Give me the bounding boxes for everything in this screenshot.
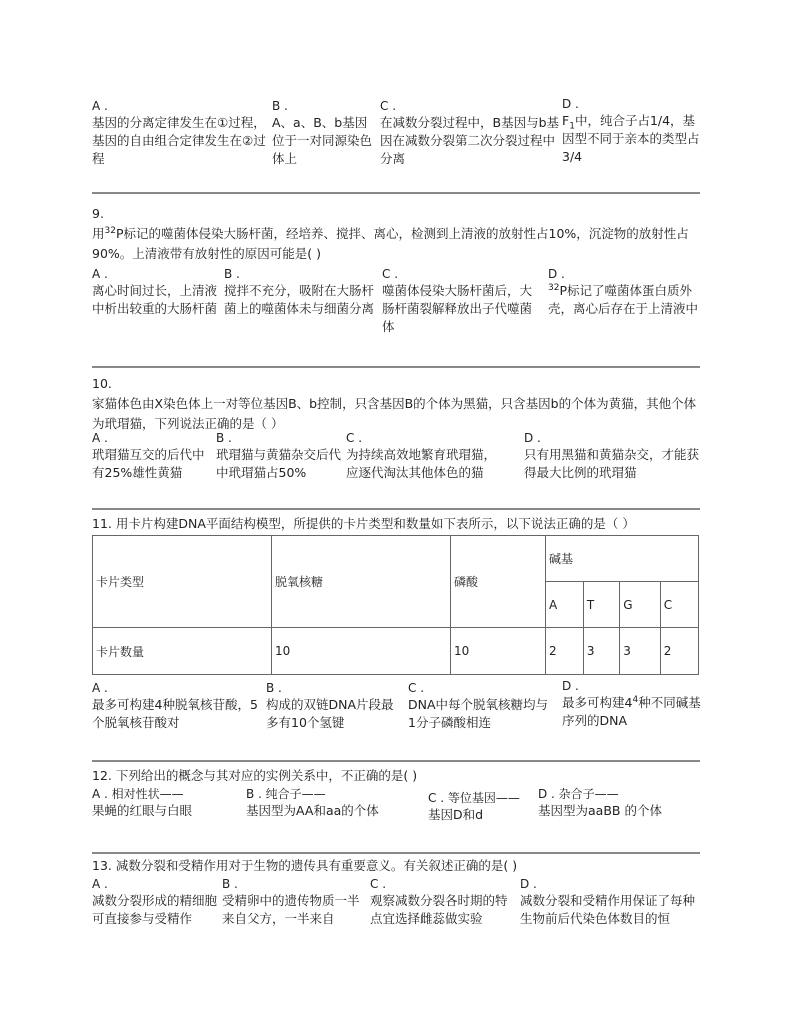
- divider: [92, 760, 700, 762]
- option-text: 为持续高效地繁育玳瑁猫，应逐代淘汰其他体色的猫: [346, 447, 497, 480]
- option-label: B .: [222, 877, 238, 891]
- table-cell-g: 3: [620, 628, 661, 675]
- q9-option-d[interactable]: [548, 266, 704, 318]
- option-label: B .: [224, 267, 240, 281]
- option-text: 最多可构建4种脱氧核苷酸，5个脱氧核苷酸对: [92, 697, 258, 730]
- option-label: A . 相对性状——: [92, 787, 184, 801]
- question-12-stem: 12. 下列给出的概念与其对应的实例关系中，不正确的是( ): [92, 768, 418, 783]
- divider: [92, 192, 700, 194]
- table-base-t: T: [583, 582, 619, 628]
- q11-option-d[interactable]: [562, 678, 704, 730]
- q11-option-c[interactable]: [408, 680, 554, 732]
- q13-option-d[interactable]: [520, 876, 704, 934]
- table-header-phosphate: 磷酸: [451, 536, 546, 628]
- stem-text: P标记的噬菌体侵染大肠杆菌，经培养、搅拌、离心，检测到上清液的放射性占10%，沉淀物的放射性占90%。上清液带有放射性的原因可能是( ): [92, 226, 689, 261]
- option-label: B .: [216, 431, 232, 445]
- table-base-a: A: [546, 582, 584, 628]
- table-base-g: G: [620, 582, 661, 628]
- q11-option-b[interactable]: [266, 680, 402, 732]
- table-header-base: 碱基: [546, 536, 699, 582]
- option-label: D . 杂合子——: [538, 787, 619, 801]
- option-label: A .: [92, 681, 108, 695]
- q13-option-b[interactable]: [222, 876, 362, 934]
- option-text: 果蝇的红眼与白眼: [92, 803, 193, 818]
- question-11-stem: 11. 用卡片构建DNA平面结构模型，所提供的卡片类型和数量如下表所示，以下说法正确的是（ ）: [92, 516, 635, 531]
- table-row-label: 卡片数量: [93, 628, 272, 675]
- option-text: 观察减数分裂各时期的特点宜选择雌蕊做实验: [370, 893, 508, 926]
- option-text: 基因的分离定律发生在①过程，基因的自由组合定律发生在②过程: [92, 115, 266, 166]
- table-header-type: 卡片类型: [93, 536, 272, 628]
- option-text: 减数分裂和受精作用保证了每种生物前后代染色体数目的恒: [520, 893, 696, 926]
- option-text: P标记了噬菌体蛋白质外壳，离心后存在于上清液中: [548, 283, 699, 316]
- q10-option-a[interactable]: [92, 430, 208, 482]
- q10-option-b[interactable]: [216, 430, 342, 482]
- table-row: [93, 628, 699, 675]
- q10-option-d[interactable]: [524, 430, 700, 482]
- q9-option-b[interactable]: [224, 266, 380, 318]
- table-cell-c: 2: [660, 628, 698, 675]
- q8-option-c[interactable]: [380, 98, 560, 168]
- option-text: 噬菌体侵染大肠杆菌后，大肠杆菌裂解释放出子代噬菌体: [382, 283, 533, 334]
- option-label: C .: [382, 267, 399, 281]
- q10-option-c[interactable]: [346, 430, 506, 482]
- option-text: 基因D和d: [428, 807, 484, 822]
- option-text: 种不同碱基序列的DNA: [562, 695, 701, 728]
- option-label: A .: [92, 431, 108, 445]
- q12-option-c[interactable]: [428, 786, 538, 824]
- option-label: C .: [408, 681, 425, 695]
- q8-option-a[interactable]: [92, 98, 272, 168]
- q12-option-a[interactable]: [92, 786, 242, 820]
- divider: [92, 366, 700, 368]
- option-text: 基因型为aaBB 的个体: [538, 803, 662, 818]
- option-text: 中，纯合子占1/4，基因型不同于亲本的类型占3/4: [562, 113, 700, 164]
- superscript: 32: [104, 226, 116, 236]
- option-label: B .: [272, 99, 288, 113]
- table-cell-sugar: 10: [272, 628, 451, 675]
- q11-option-a[interactable]: [92, 680, 258, 732]
- question-number: 9.: [92, 206, 104, 221]
- option-label: A .: [92, 99, 108, 113]
- table-cell-t: 3: [583, 628, 619, 675]
- option-text: DNA中每个脱氧核糖均与1分子磷酸相连: [408, 697, 549, 730]
- divider: [92, 508, 700, 510]
- card-table: [92, 535, 699, 675]
- option-text-prefix: 最多可构建4: [562, 695, 633, 710]
- option-text: 在减数分裂过程中，B基因与b基因在减数分裂第二次分裂过程中分离: [380, 115, 560, 166]
- option-label: C .: [346, 431, 363, 445]
- option-text-prefix: F: [562, 113, 570, 128]
- option-label: D .: [548, 267, 565, 281]
- table-header-sugar: 脱氧核糖: [272, 536, 451, 628]
- q12-option-b[interactable]: [246, 786, 422, 820]
- option-text: 玳瑁猫与黄猫杂交后代中玳瑁猫占50%: [216, 447, 342, 480]
- option-label: A .: [92, 877, 108, 891]
- option-text: A、a、B、b基因位于一对同源染色体上: [272, 115, 373, 166]
- table-cell-a: 2: [546, 628, 584, 675]
- option-text: 减数分裂形成的精细胞可直接参与受精作: [92, 893, 218, 926]
- option-text: 受精卵中的遗传物质一半来自父方，一半来自: [222, 893, 360, 926]
- subscript: 1: [569, 121, 575, 132]
- option-label: D .: [562, 679, 579, 693]
- question-10-stem: [92, 374, 702, 434]
- option-label: C .: [370, 877, 387, 891]
- option-label: D .: [562, 97, 579, 111]
- option-label: D .: [524, 431, 541, 445]
- option-text: 离心时间过长，上清液中析出较重的大肠杆菌: [92, 283, 218, 316]
- table-cell-phosphate: 10: [451, 628, 546, 675]
- option-label: D .: [520, 877, 537, 891]
- option-label: B . 纯合子——: [246, 787, 326, 801]
- option-text: 构成的双链DNA片段最多有10个氢键: [266, 697, 394, 730]
- option-label: C .: [380, 99, 397, 113]
- question-13-stem: 13. 减数分裂和受精作用对于生物的遗传具有重要意义。有关叙述正确的是( ): [92, 858, 518, 873]
- q12-option-d[interactable]: [538, 786, 704, 820]
- q9-option-c[interactable]: [382, 266, 538, 336]
- option-text: 只有用黑猫和黄猫杂交，才能获得最大比例的玳瑁猫: [524, 447, 700, 480]
- q13-option-c[interactable]: [370, 876, 510, 934]
- q13-option-a[interactable]: [92, 876, 218, 934]
- stem-prefix: 用: [92, 226, 105, 241]
- option-label: C . 等位基因——: [428, 791, 520, 805]
- option-label: B .: [266, 681, 282, 695]
- stem-text: 家猫体色由X染色体上一对等位基因B、b控制，只含基因B的个体为黑猫，只含基因b的个体为黄猫，其他个体为玳瑁猫，下列说法正确的是（ ）: [92, 396, 697, 431]
- q8-option-b[interactable]: [272, 98, 378, 168]
- superscript: 32: [548, 283, 560, 293]
- superscript: 4: [632, 695, 639, 705]
- option-text: 搅拌不充分，吸附在大肠杆菌上的噬菌体未与细菌分离: [224, 283, 375, 316]
- table-base-c: C: [660, 582, 698, 628]
- question-number: 10.: [92, 376, 112, 391]
- divider: [92, 852, 700, 854]
- option-text: 基因型为AA和aa的个体: [246, 803, 379, 818]
- question-9-stem: [92, 204, 702, 264]
- q9-option-a[interactable]: [92, 266, 222, 318]
- option-label: A .: [92, 267, 108, 281]
- option-text: 玳瑁猫互交的后代中有25%雄性黄猫: [92, 447, 205, 480]
- q8-option-d[interactable]: [562, 96, 706, 166]
